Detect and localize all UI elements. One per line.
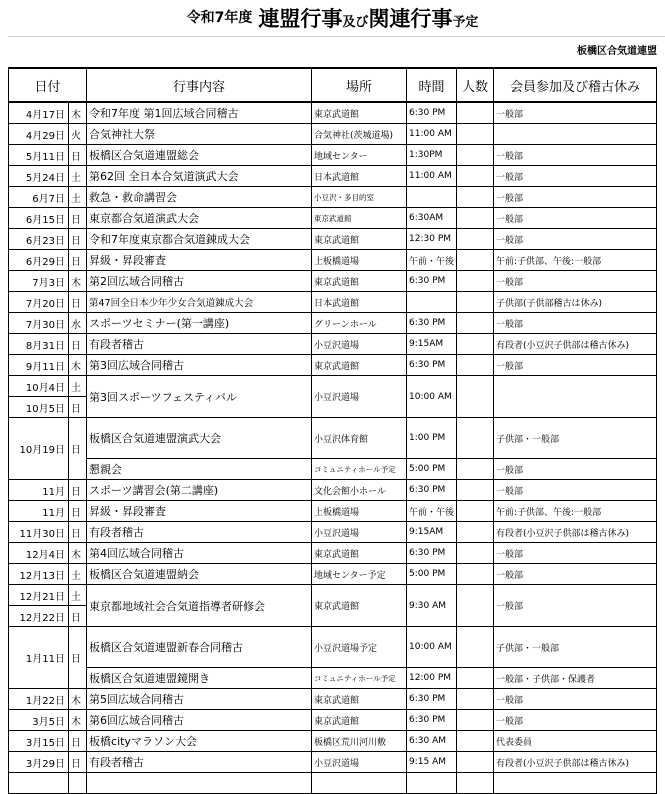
- row-count: [457, 564, 494, 585]
- row-count: [457, 522, 494, 543]
- table-row: [9, 627, 657, 668]
- row-date: 1月11日: [9, 627, 69, 689]
- row-time-secondary: 12:00 PM: [407, 668, 457, 689]
- row-date: 12月4日: [9, 543, 69, 564]
- title-main: 連盟行事: [258, 6, 343, 31]
- row-count: [457, 689, 494, 710]
- table-row: [9, 376, 657, 397]
- row-place: 小豆沢体育館: [312, 418, 407, 459]
- header-note: 会員参加及び稽古休み: [494, 68, 657, 102]
- row-day: 日: [69, 418, 87, 480]
- row-place: 東京武道館: [312, 710, 407, 731]
- row-day: 水: [69, 313, 87, 334]
- schedule-table: [8, 67, 657, 794]
- row-day: 日: [69, 752, 87, 773]
- row-time: 6:30 PM: [407, 355, 457, 376]
- row-day: 土: [69, 564, 87, 585]
- row-note: 一般部: [494, 271, 657, 292]
- row-time: 5:00 PM: [407, 564, 457, 585]
- table-row: [9, 731, 657, 752]
- row-date: 3月5日: [9, 710, 69, 731]
- table-row: [9, 459, 657, 480]
- row-time: 6:30 PM: [407, 102, 457, 124]
- row-count: [457, 501, 494, 522]
- table-row: [9, 166, 657, 187]
- row-note: 一般部: [494, 187, 657, 208]
- row-event: 合気神社大祭: [87, 124, 312, 145]
- row-date: 5月11日: [9, 145, 69, 166]
- row-count: [457, 250, 494, 271]
- table-row: [9, 543, 657, 564]
- table-row: [9, 334, 657, 355]
- row-event: 令和7年度 第1回広域合同稽古: [87, 102, 312, 124]
- row-place: 地域センター予定: [312, 564, 407, 585]
- row-count: [457, 292, 494, 313]
- row-time: 11:00 AM: [407, 166, 457, 187]
- row-day: 日: [69, 145, 87, 166]
- row-day: 日: [69, 250, 87, 271]
- table-row: [9, 187, 657, 208]
- row-place: 東京武道館: [312, 689, 407, 710]
- row-event: 板橋区合気道連盟納会: [87, 564, 312, 585]
- row-time: 12:30 PM: [407, 229, 457, 250]
- row-note-secondary: 一般部・子供部・保護者: [494, 668, 657, 689]
- row-count: [457, 731, 494, 752]
- row-event: 板橋区合気道連盟演武大会: [87, 418, 312, 459]
- divider: [8, 36, 665, 37]
- row-date: 10月19日: [9, 418, 69, 480]
- row-day: 日: [69, 627, 87, 689]
- row-note: 一般部: [494, 208, 657, 229]
- table-row: [9, 355, 657, 376]
- empty-cell: [457, 773, 494, 794]
- table-row: [9, 102, 657, 124]
- table-row: [9, 313, 657, 334]
- row-note: 一般部: [494, 689, 657, 710]
- row-place: 小豆沢道場: [312, 376, 407, 418]
- row-day: 木: [69, 543, 87, 564]
- row-event: 東京都地域社会合気道指導者研修会: [87, 585, 312, 627]
- row-event: 第4回広域合同稽古: [87, 543, 312, 564]
- row-count: [457, 313, 494, 334]
- table-row: [9, 124, 657, 145]
- row-date: 8月31日: [9, 334, 69, 355]
- row-place: 文化会館小ホール: [312, 480, 407, 501]
- row-note: 一般部: [494, 480, 657, 501]
- row-event: 板橋区合気道連盟総会: [87, 145, 312, 166]
- row-note: 一般部: [494, 166, 657, 187]
- header-event: 行事内容: [87, 68, 312, 102]
- row-date: 7月3日: [9, 271, 69, 292]
- row-day: 木: [69, 689, 87, 710]
- row-event: 第62回 全日本合気道演武大会: [87, 166, 312, 187]
- row-count: [457, 145, 494, 166]
- row-place: 板橋区荒川河川敷: [312, 731, 407, 752]
- row-count: [457, 710, 494, 731]
- row-day: 日: [69, 397, 87, 418]
- row-time: 9:15AM: [407, 334, 457, 355]
- table-row: [9, 250, 657, 271]
- row-day: 日: [69, 334, 87, 355]
- row-time: 6:30 AM: [407, 731, 457, 752]
- row-time: 6:30 PM: [407, 689, 457, 710]
- row-count: [457, 752, 494, 773]
- empty-cell: [9, 773, 69, 794]
- row-note: 子供部(子供部稽古は休み): [494, 292, 657, 313]
- row-count: [457, 187, 494, 208]
- row-day: 日: [69, 480, 87, 501]
- row-time: [407, 292, 457, 313]
- row-time: [407, 187, 457, 208]
- row-place: 小豆沢道場: [312, 752, 407, 773]
- row-day: 土: [69, 187, 87, 208]
- row-note: 子供部・一般部: [494, 418, 657, 459]
- title-and: 及び: [342, 15, 369, 30]
- row-time: 10:00 AM: [407, 627, 457, 668]
- row-date: 11月: [9, 480, 69, 501]
- table-row: [9, 480, 657, 501]
- row-event: 令和7年度東京都合気道錬成大会: [87, 229, 312, 250]
- row-date: 11月30日: [9, 522, 69, 543]
- header-time: 時間: [407, 68, 457, 102]
- row-place: 東京武道館: [312, 102, 407, 124]
- row-time: 9:30 AM: [407, 585, 457, 627]
- row-time: 午前・午後: [407, 250, 457, 271]
- row-time: 1:00 PM: [407, 418, 457, 459]
- row-count: [457, 627, 494, 668]
- row-date: 6月23日: [9, 229, 69, 250]
- row-event: スポーツ講習会(第二講座): [87, 480, 312, 501]
- empty-cell: [69, 773, 87, 794]
- row-place: 合気神社(茨城道場): [312, 124, 407, 145]
- row-count: [457, 166, 494, 187]
- empty-cell: [407, 773, 457, 794]
- row-count: [457, 459, 494, 480]
- row-place-secondary: コミュニティホール予定: [312, 459, 407, 480]
- row-note: 一般部: [494, 355, 657, 376]
- row-place: 小豆沢道場: [312, 522, 407, 543]
- row-date: 7月20日: [9, 292, 69, 313]
- row-note: 有段者(小豆沢子供部は稽古休み): [494, 522, 657, 543]
- row-place: 東京武道館: [312, 355, 407, 376]
- row-event: 昇級・昇段審査: [87, 501, 312, 522]
- table-row: [9, 145, 657, 166]
- row-date: 6月29日: [9, 250, 69, 271]
- row-day: 木: [69, 102, 87, 124]
- row-count: [457, 418, 494, 459]
- row-count: [457, 208, 494, 229]
- row-time: 6:30 PM: [407, 543, 457, 564]
- row-day: 日: [69, 731, 87, 752]
- row-day: 土: [69, 376, 87, 397]
- row-event: 救急・救命講習会: [87, 187, 312, 208]
- row-date: 3月29日: [9, 752, 69, 773]
- row-place: 小豆沢・多目的室: [312, 187, 407, 208]
- row-place: 東京武道館: [312, 229, 407, 250]
- row-place: 小豆沢道場: [312, 334, 407, 355]
- header-row: [9, 68, 657, 102]
- row-time: 6:30 PM: [407, 313, 457, 334]
- row-event-secondary: 懇親会: [87, 459, 312, 480]
- header-place: 場所: [312, 68, 407, 102]
- row-day: 木: [69, 710, 87, 731]
- row-day: 土: [69, 585, 87, 606]
- table-row: [9, 271, 657, 292]
- table-row: [9, 501, 657, 522]
- row-place: 東京武道館: [312, 208, 407, 229]
- row-date: 5月24日: [9, 166, 69, 187]
- row-note: 一般部: [494, 585, 657, 627]
- row-place: 日本武道館: [312, 292, 407, 313]
- table-row: [9, 522, 657, 543]
- row-time: 9:15AM: [407, 522, 457, 543]
- row-event: 有段者稽古: [87, 752, 312, 773]
- row-note: 一般部: [494, 710, 657, 731]
- row-count: [457, 355, 494, 376]
- row-note: 午前:子供部、午後:一般部: [494, 501, 657, 522]
- row-date: 12月21日: [9, 585, 69, 606]
- header-date: 日付: [9, 68, 87, 102]
- row-date: 4月29日: [9, 124, 69, 145]
- row-date: 12月22日: [9, 606, 69, 627]
- row-time: 1:30PM: [407, 145, 457, 166]
- row-count: [457, 124, 494, 145]
- row-count: [457, 334, 494, 355]
- row-time: 9:15 AM: [407, 752, 457, 773]
- row-date: 7月30日: [9, 313, 69, 334]
- row-event: 板橋区合気道連盟新春合同稽古: [87, 627, 312, 668]
- row-event: 第5回広域合同稽古: [87, 689, 312, 710]
- row-time: 10:00 AM: [407, 376, 457, 418]
- row-date: 9月11日: [9, 355, 69, 376]
- row-event: スポーツセミナー(第一講座): [87, 313, 312, 334]
- row-note: 有段者(小豆沢子供部は稽古休み): [494, 334, 657, 355]
- row-count: [457, 585, 494, 627]
- row-note: 代表委員: [494, 731, 657, 752]
- row-note: 一般部: [494, 229, 657, 250]
- row-day: 日: [69, 292, 87, 313]
- row-day: 木: [69, 271, 87, 292]
- row-note: 一般部: [494, 564, 657, 585]
- row-event: 第6回広域合同稽古: [87, 710, 312, 731]
- row-event: 第3回スポーツフェスティバル: [87, 376, 312, 418]
- schedule-body: [9, 102, 657, 794]
- row-place: 東京武道館: [312, 585, 407, 627]
- table-row: [9, 689, 657, 710]
- title-suffix: 予定: [452, 15, 479, 30]
- row-day: 土: [69, 166, 87, 187]
- row-note-secondary: 一般部: [494, 459, 657, 480]
- row-count: [457, 271, 494, 292]
- row-count: [457, 668, 494, 689]
- table-row: [9, 564, 657, 585]
- row-event: 板橋cityマラソン大会: [87, 731, 312, 752]
- row-event: 第47回全日本少年少女合気道錬成大会: [87, 292, 312, 313]
- row-time: 6:30 PM: [407, 480, 457, 501]
- row-date: 4月17日: [9, 102, 69, 124]
- row-time: 6:30AM: [407, 208, 457, 229]
- row-event: 有段者稽古: [87, 522, 312, 543]
- row-count: [457, 102, 494, 124]
- row-event: 昇級・昇段審査: [87, 250, 312, 271]
- table-row: [9, 668, 657, 689]
- table-row: [9, 229, 657, 250]
- row-date: 1月22日: [9, 689, 69, 710]
- row-time-secondary: 5:00 PM: [407, 459, 457, 480]
- row-count: [457, 543, 494, 564]
- table-row-empty: [9, 773, 657, 794]
- table-row: [9, 752, 657, 773]
- row-place: グリーンホール: [312, 313, 407, 334]
- row-date: 12月13日: [9, 564, 69, 585]
- table-row: [9, 292, 657, 313]
- row-place: 東京武道館: [312, 543, 407, 564]
- row-note: 午前:子供部、午後:一般部: [494, 250, 657, 271]
- row-count: [457, 376, 494, 418]
- row-date: 11月: [9, 501, 69, 522]
- row-place: 東京武道館: [312, 271, 407, 292]
- empty-cell: [87, 773, 312, 794]
- row-day: 日: [69, 606, 87, 627]
- row-place-secondary: コミュニティホール予定: [312, 668, 407, 689]
- row-time: 午前・午後: [407, 501, 457, 522]
- row-day: 日: [69, 501, 87, 522]
- row-place: 上板橋道場: [312, 501, 407, 522]
- header-count: 人数: [457, 68, 494, 102]
- row-note: 有段者(小豆沢子供部は稽古休み): [494, 752, 657, 773]
- row-note: [494, 124, 657, 145]
- row-day: 日: [69, 522, 87, 543]
- row-note: 一般部: [494, 313, 657, 334]
- organization-name: 板橋区合気道連盟: [577, 46, 657, 57]
- table-row: [9, 208, 657, 229]
- title-main2: 関連行事: [368, 6, 453, 31]
- row-event: 有段者稽古: [87, 334, 312, 355]
- row-date: 10月5日: [9, 397, 69, 418]
- row-day: 木: [69, 355, 87, 376]
- table-row: [9, 418, 657, 459]
- row-count: [457, 480, 494, 501]
- row-event: 第2回広域合同稽古: [87, 271, 312, 292]
- row-place: 小豆沢道場予定: [312, 627, 407, 668]
- row-note: 一般部: [494, 145, 657, 166]
- empty-cell: [312, 773, 407, 794]
- row-time: 6:30 PM: [407, 710, 457, 731]
- row-time: 6:30 PM: [407, 271, 457, 292]
- row-place: 日本武道館: [312, 166, 407, 187]
- row-place: 地域センター: [312, 145, 407, 166]
- row-date: 6月15日: [9, 208, 69, 229]
- row-time: 11:00 AM: [407, 124, 457, 145]
- row-event-secondary: 板橋区合気道連盟鏡開き: [87, 668, 312, 689]
- row-day: 日: [69, 208, 87, 229]
- row-event: 東京都合気道演武大会: [87, 208, 312, 229]
- row-date: 3月15日: [9, 731, 69, 752]
- row-note: 一般部: [494, 102, 657, 124]
- empty-cell: [494, 773, 657, 794]
- row-note: 子供部・一般部: [494, 627, 657, 668]
- row-event: 第3回広域合同稽古: [87, 355, 312, 376]
- row-note: 一般部: [494, 543, 657, 564]
- row-count: [457, 229, 494, 250]
- row-day: 日: [69, 229, 87, 250]
- row-note: [494, 376, 657, 418]
- row-day: 火: [69, 124, 87, 145]
- document-title: [0, 0, 665, 38]
- row-place: 上板橋道場: [312, 250, 407, 271]
- table-row: [9, 585, 657, 606]
- table-row: [9, 710, 657, 731]
- row-date: 6月7日: [9, 187, 69, 208]
- row-date: 10月4日: [9, 376, 69, 397]
- title-prefix: 令和7年度: [186, 10, 253, 26]
